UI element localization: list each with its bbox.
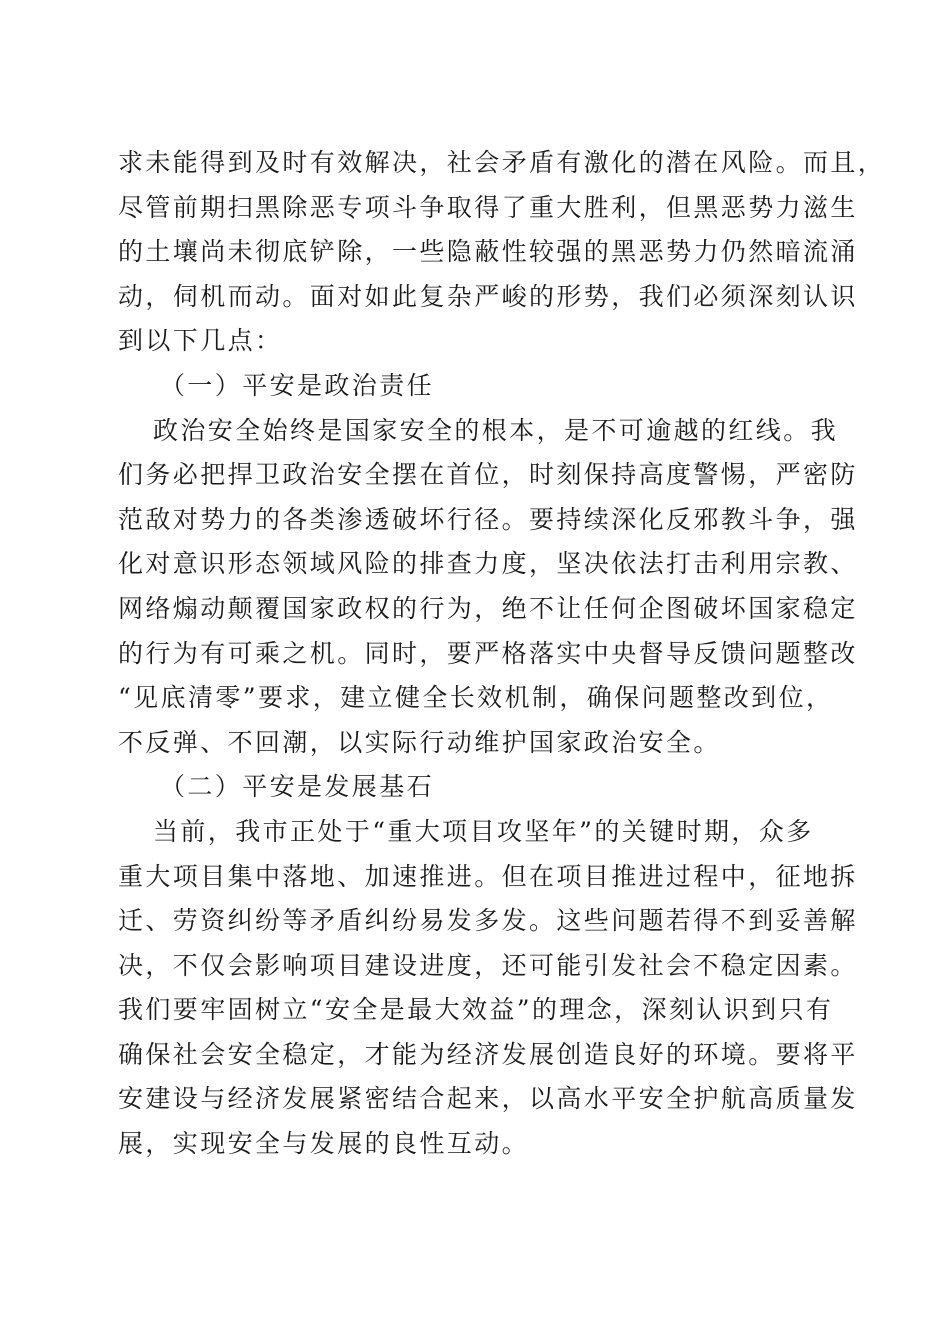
paragraph-line: 当前，我市正处于“重大项目攻坚年”的关键时期，众多 <box>153 816 814 846</box>
paragraph-line: 确保社会安全稳定，才能为经济发展创造良好的环境。要将平 <box>118 1039 858 1069</box>
paragraph-line: 范敌对势力的各类渗透破坏行径。要持续深化反邪教斗争，强 <box>118 504 858 534</box>
paragraph-line: 安建设与经济发展紧密结合起来，以高水平安全护航高质量发 <box>118 1084 858 1114</box>
paragraph-line: 动，伺机而动。面对如此复杂严峻的形势，我们必须深刻认识 <box>118 281 858 311</box>
paragraph-line: 重大项目集中落地、加速推进。但在项目推进过程中，征地拆 <box>118 861 858 891</box>
paragraph-line: 尽管前期扫黑除恶专项斗争取得了重大胜利，但黑恶势力滋生 <box>118 192 858 222</box>
paragraph-line: 的土壤尚未彻底铲除，一些隐蔽性较强的黑恶势力仍然暗流涌 <box>118 237 858 267</box>
paragraph-line: 展，实现安全与发展的良性互动。 <box>118 1129 530 1159</box>
paragraph-line: 网络煽动颠覆国家政权的行为，绝不让任何企图破坏国家稳定 <box>118 593 858 623</box>
paragraph-line: 求未能得到及时有效解决，社会矛盾有激化的潜在风险。而且， <box>118 148 886 177</box>
paragraph-line: 决，不仅会影响项目建设进度，还可能引发社会不稳定因素。 <box>118 950 858 980</box>
paragraph-line: 我们要牢固树立“安全是最大效益”的理念，深刻认识到只有 <box>118 995 834 1025</box>
paragraph-line: 政治安全始终是国家安全的根本，是不可逾越的红线。我 <box>153 415 839 445</box>
paragraph-line: 不反弹、不回潮，以实际行动维护国家政治安全。 <box>118 727 721 757</box>
paragraph-line: 的行为有可乘之机。同时，要严格落实中央督导反馈问题整改 <box>118 638 858 668</box>
body-paragraph <box>118 409 858 766</box>
body-paragraph <box>118 141 886 364</box>
paragraph-line: 到以下几点： <box>118 326 283 356</box>
body-paragraph <box>118 810 858 1167</box>
heading-text: （二）平安是发展基石 <box>160 772 435 802</box>
paragraph-line: 迁、劳资纠纷等矛盾纠纷易发多发。这些问题若得不到妥善解 <box>118 906 858 936</box>
paragraph-line: “见底清零”要求，建立健全长效机制，确保问题整改到位， <box>118 683 834 713</box>
section-heading <box>118 364 838 409</box>
document-page <box>118 141 886 1167</box>
heading-text: （一）平安是政治责任 <box>160 370 435 400</box>
section-heading <box>118 765 838 810</box>
paragraph-line: 化对意识形态领域风险的排查力度，坚决依法打击利用宗教、 <box>118 549 858 579</box>
paragraph-line: 们务必把捍卫政治安全摆在首位，时刻保持高度警惕，严密防 <box>118 460 858 490</box>
